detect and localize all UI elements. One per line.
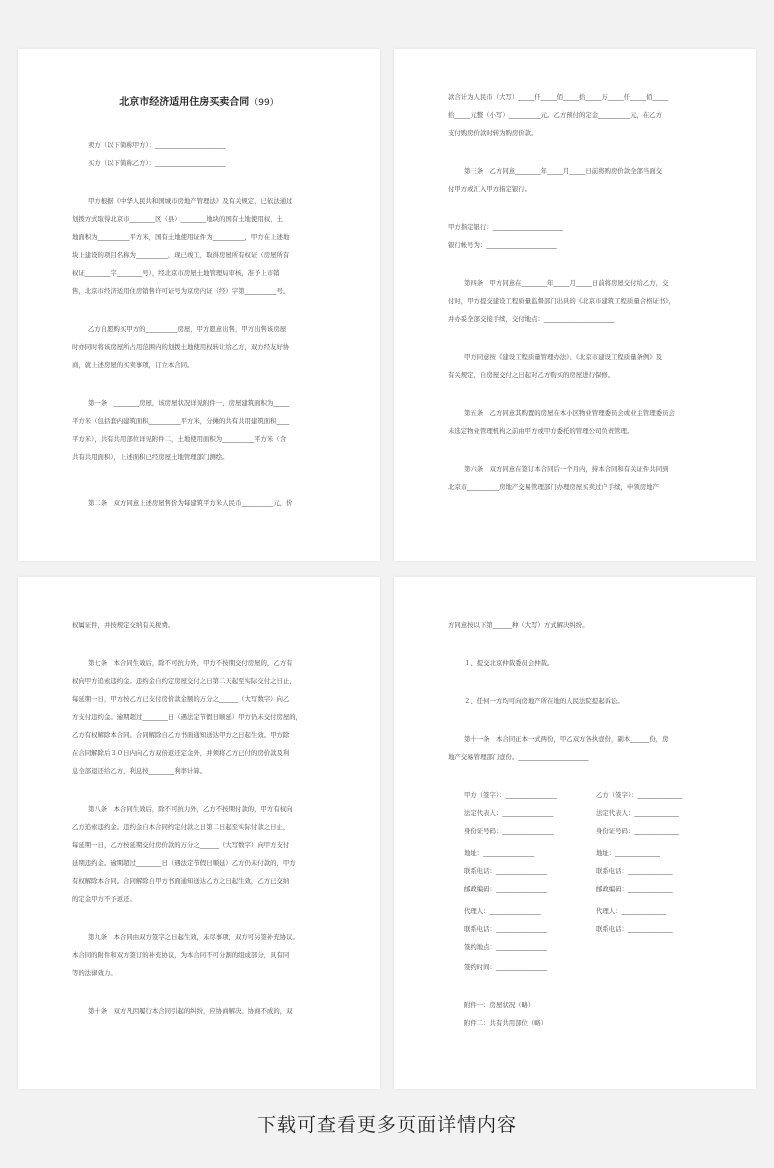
text-line: 并办妥全部交接手续，交付地点：______________________: [448, 315, 615, 323]
text-line: 第八条 本合同生效后，除不可抗力外，乙方不按期付款的，甲方有权向: [88, 805, 293, 813]
signature-field-left: 联系电话：________________: [464, 867, 548, 875]
text-line: 地面积为__________平方米，国有土地使用证件为__________，甲方在上述地: [72, 233, 290, 241]
text-line: 平方米），共有共用部位详见附件二，土地使用面积为__________平方米（含: [72, 435, 287, 443]
text-line: 地产交易管理部门壹份。______________________: [448, 753, 589, 761]
signature-field-left: 签约时间：________________: [464, 963, 548, 971]
signature-field-left: 法定代表人：________________: [464, 809, 554, 817]
text-line: 北京市__________房地产交易管理部门办理房屋买卖过户手续，申领房地产: [448, 483, 659, 491]
text-line: 第四条 甲方同意在________年_____月_____日前将房屋交付给乙方，交: [464, 279, 669, 287]
text-line: 乙方有权解除本合同。合同解除自乙方书面通知送达甲方之日起生效。甲方除: [72, 731, 290, 739]
signature-field-left: 地址：________________: [464, 849, 535, 857]
signature-field-left: 甲方（签字）：________________: [464, 791, 557, 799]
text-line: 每延期一日，甲方按乙方已支付房价款金额的万分之______（大写数字）向乙: [72, 695, 290, 703]
signature-field-left: 身份证号码：________________: [464, 827, 554, 835]
text-line: 付甲方或汇入甲方指定银行。: [448, 185, 532, 193]
text-line: 权向甲方追索违约金。违约金自约定房屋交付之日第二天起至实际交付之日止，: [72, 677, 296, 685]
text-line: 乙方追索违约金。违约金自本合同约定付款之日第二日起至实际付款之日止，: [72, 823, 290, 831]
text-line: 权证________字________号），经北京市房屋土地管理局审核，准予上市销: [72, 269, 280, 277]
text-line: 第五条 乙方同意其购置的房屋在本小区物业管理委员会或业主管理委员会: [464, 409, 675, 417]
text-line: 商，就上述房屋的买卖事项，订立本合同。: [72, 361, 194, 369]
text-line: 方支付违约金。逾期超过________日（遇法定节假日顺延）甲方仍未交付房屋的，: [72, 713, 303, 721]
signature-field-right: 联系电话：______________: [596, 925, 673, 933]
text-line: 支付购房价款时转为购房价款。: [448, 129, 538, 137]
text-line: 第一条 ________房屋，该房屋状况详见附件一，房屋建筑面积为_____: [88, 399, 290, 407]
text-line: 甲方同意按《建设工程质量管理办法》、《北京市建设工程质量条例》及: [464, 353, 663, 361]
text-line: 第六条 双方同意在签订本合同后一个月内，持本合同和有关证件共同到: [464, 465, 669, 473]
signature-field-left: 联系电话：________________: [464, 925, 548, 933]
text-line: 块上建设的项目名称为__________，现已竣工，取得房屋所有权证（房屋所有: [72, 251, 290, 259]
text-line: 卖方（以下简称甲方）：______________________: [88, 141, 226, 149]
text-line: 方同意按以下第______种（大写）方式解决纠纷。: [448, 621, 589, 629]
text-line: 乙方自愿购买甲方的__________房屋，甲方愿意出售，甲方出售该房屋: [88, 325, 287, 333]
text-line: 第九条 本合同由双方签字之日起生效，未尽事项，双方可另签补充协议。: [88, 933, 299, 941]
text-line: 有权解除本合同。合同解除自甲方书面通知送达乙方之日起生效，乙方已交纳: [72, 877, 290, 885]
text-line: 等的法律效力。: [72, 969, 117, 977]
contract-page-1: [18, 49, 380, 561]
text-line: 未选定物业管理机构之前由甲方或甲方委托的管理公司负责管理。: [448, 427, 634, 435]
text-line: 的定金甲方不予返还。: [72, 895, 136, 903]
signature-field-right: 联系电话：______________: [596, 867, 673, 875]
text-line: 每延期一日，乙方按延期交付房价款的万分之______（大写数字）向甲方支付: [72, 841, 290, 849]
signature-field-right: 邮政编码：______________: [596, 885, 673, 893]
signature-field-right: 乙方（签字）：______________: [596, 791, 683, 799]
contract-page-2: [394, 49, 756, 561]
text-line: 银行帐号为：______________________: [448, 241, 557, 249]
text-line: 第二条 双方同意上述房屋售价为每建筑平方米人民币__________元，价: [88, 499, 293, 507]
text-line: 划拨方式取得北京市________区（县）________地块的国有土地使用权，土: [72, 215, 283, 223]
text-line: 付时，甲方提交建设工程质量监督部门出具的《北京市建筑工程质量合格证书》，: [448, 297, 675, 305]
text-line: ２、任何一方均可向房地产所在地的人民法院提起诉讼。: [464, 697, 624, 705]
annex-item: 附件二：共有共用部位（略）: [464, 1019, 548, 1027]
text-line: 在合同解除后３０日内向乙方双倍返还定金外，并须将乙方已付的房价款及利: [72, 749, 290, 757]
text-line: 甲方根据《中华人民共和国城市房地产管理法》及有关规定，已依法通过: [88, 197, 293, 205]
page-title: 北京市经济适用住房买卖合同（99）: [119, 97, 279, 108]
signature-field-left: 代理人：________________: [464, 907, 541, 915]
signature-field-left: 签约地点：________________: [464, 943, 548, 951]
signature-field-right: 地址：______________: [596, 849, 660, 857]
download-prompt[interactable]: 下载可查看更多页面详情内容: [256, 1114, 517, 1136]
text-line: 时亦同时将该房屋所占用范围内的划拨土地使用权转让给乙方，双方经友好协: [72, 343, 290, 351]
text-line: 第十一条 本合同正本一式两份，甲乙双方各执壹份，副本______份，房: [464, 735, 669, 743]
signature-field-left: 邮政编码：________________: [464, 885, 548, 893]
signature-field-right: 身份证号码：______________: [596, 827, 680, 835]
text-line: 甲方指定银行：______________________: [448, 223, 564, 231]
text-line: 第三条 乙方同意________年_____月_____日前将购房价款全部当面交: [464, 167, 663, 175]
signature-field-right: 法定代表人：______________: [596, 809, 680, 817]
text-line: 款合计为人民币（大写）_____仟_____佰_____拾_____万_____仟_____佰_____: [448, 93, 669, 101]
text-line: 本合同的附件和双方签订的补充协议，为本合同不可分割的组成部分，具有同: [72, 951, 290, 959]
text-line: 拾_____元整（小写）__________元。乙方预付的定金__________元，在乙方: [448, 111, 663, 119]
text-line: 平方米（包括套内建筑面积__________平方米，分摊的共有共用建筑面积____: [72, 417, 290, 425]
text-line: 售，北京市经济适用住房销售许可证号为京房内证（经）字第__________号。: [72, 287, 290, 295]
signature-field-right: 代理人：______________: [596, 907, 667, 915]
text-line: 延期违约金。逾期超过________日（遇法定节假日顺延）乙方仍未付款的，甲方: [72, 859, 296, 867]
text-line: 权属证件，并按规定交纳有关税费。: [72, 621, 175, 629]
text-line: 有关规定，自房屋交付之日起对乙方购买的房屋进行保修。: [448, 371, 615, 379]
text-line: 息全部退还给乙方，利息按________利率计算。: [72, 767, 207, 775]
text-line: １、提交北京仲裁委员会仲裁。: [464, 659, 554, 667]
text-line: 第七条 本合同生效后，除不可抗力外，甲方不按期交付房屋的，乙方有: [88, 659, 293, 667]
text-line: 共有共用面积），上述面积已经房屋土地管理部门测绘。: [72, 453, 229, 461]
annex-item: 附件一：房屋状况（略）: [464, 1001, 535, 1009]
text-line: 第十条 双方凡因履行本合同引起的纠纷，应协商解决。协商不成的，双: [88, 1007, 293, 1015]
text-line: 买方（以下简称乙方）：______________________: [88, 159, 226, 167]
contract-page-3: [18, 577, 380, 1089]
contract-page-4: [394, 577, 756, 1089]
